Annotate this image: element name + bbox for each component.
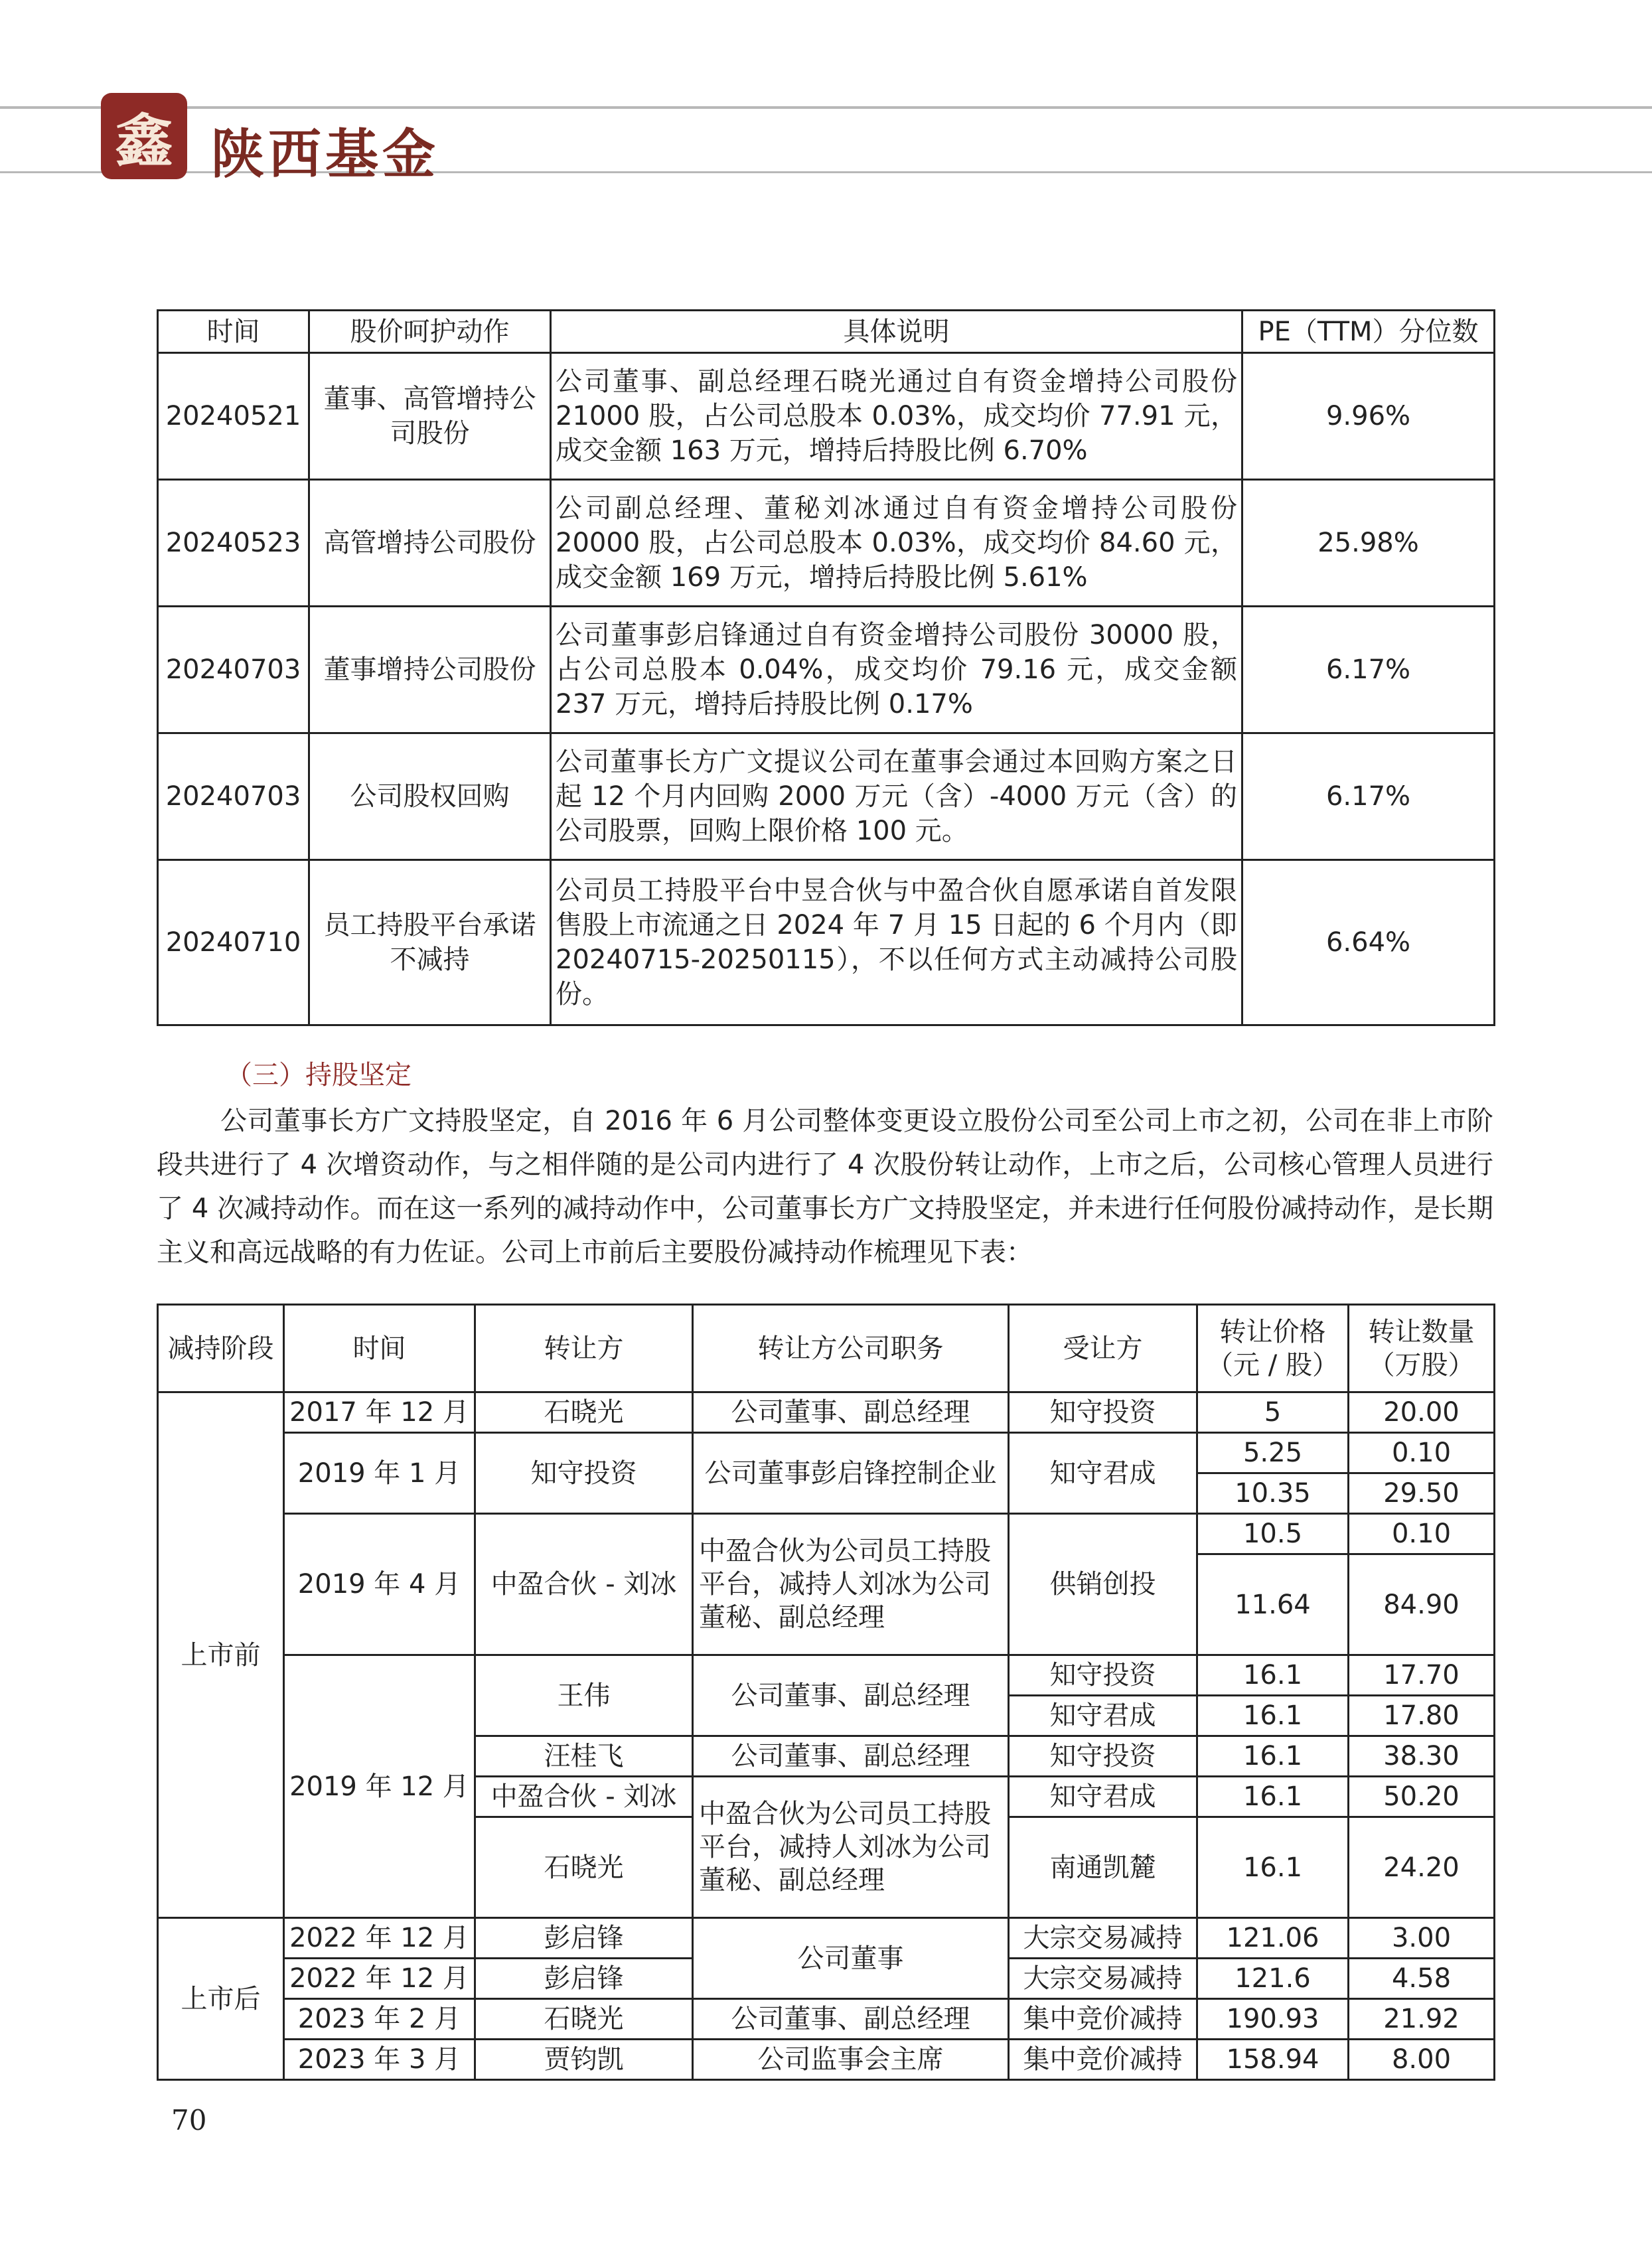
cell-transferor: 知守投资 bbox=[475, 1433, 693, 1514]
col-header: 转让方 bbox=[475, 1305, 693, 1392]
cell-role: 中盈合伙为公司员工持股平台，减持人刘冰为公司董秘、副总经理 bbox=[693, 1514, 1009, 1655]
cell-transferee: 知守君成 bbox=[1009, 1696, 1197, 1736]
cell-action: 公司股权回购 bbox=[309, 733, 551, 860]
cell-transferor: 石晓光 bbox=[475, 1392, 693, 1433]
cell-quantity: 17.70 bbox=[1349, 1655, 1495, 1696]
cell-transferor: 贾钧凯 bbox=[475, 2040, 693, 2080]
table-row bbox=[158, 1392, 1495, 1433]
col-header: 时间 bbox=[284, 1305, 475, 1392]
cell-transferee: 供销创投 bbox=[1009, 1514, 1197, 1655]
cell-role: 公司董事、副总经理 bbox=[693, 1655, 1009, 1736]
cell-transferor: 中盈合伙 - 刘冰 bbox=[475, 1514, 693, 1655]
table-row bbox=[158, 860, 1495, 1025]
cell-transferor: 中盈合伙 - 刘冰 bbox=[475, 1777, 693, 1817]
cell-transferee: 知守投资 bbox=[1009, 1736, 1197, 1777]
cell-transferee: 集中竞价减持 bbox=[1009, 1999, 1197, 2040]
cell-role: 公司董事彭启锋控制企业 bbox=[693, 1433, 1009, 1514]
cell-transferee: 大宗交易减持 bbox=[1009, 1918, 1197, 1959]
cell-transferor: 王伟 bbox=[475, 1655, 693, 1736]
cell-price: 5.25 bbox=[1197, 1433, 1349, 1473]
cell-detail: 公司董事彭启锋通过自有资金增持公司股份 30000 股，占公司总股本 0.04%，成交均价 79.16 元，成交金额 237 万元，增持后持股比例 0.17% bbox=[551, 607, 1242, 733]
cell-pe: 25.98% bbox=[1242, 480, 1495, 607]
cell-price: 5 bbox=[1197, 1392, 1349, 1433]
cell-role: 公司监事会主席 bbox=[693, 2040, 1009, 2080]
cell-transferee: 知守投资 bbox=[1009, 1655, 1197, 1696]
col-header: 股价呵护动作 bbox=[309, 311, 551, 353]
cell-time: 2023 年 3 月 bbox=[284, 2040, 475, 2080]
cell-date: 20240703 bbox=[158, 607, 309, 733]
stage-cell: 上市后 bbox=[158, 1918, 284, 2080]
cell-time: 2017 年 12 月 bbox=[284, 1392, 475, 1433]
cell-date: 20240703 bbox=[158, 733, 309, 860]
cell-transferee: 大宗交易减持 bbox=[1009, 1959, 1197, 1999]
section-heading: （三）持股坚定 bbox=[226, 1060, 412, 1090]
cell-quantity: 20.00 bbox=[1349, 1392, 1495, 1433]
page-number: 70 bbox=[171, 2104, 207, 2136]
header-rule-top bbox=[0, 106, 1652, 109]
cell-quantity: 17.80 bbox=[1349, 1696, 1495, 1736]
table-row bbox=[158, 607, 1495, 733]
col-header: 时间 bbox=[158, 311, 309, 353]
cell-quantity: 29.50 bbox=[1349, 1473, 1495, 1514]
cell-time: 2022 年 12 月 bbox=[284, 1959, 475, 1999]
table-row bbox=[158, 1655, 1495, 1696]
cell-pe: 6.17% bbox=[1242, 733, 1495, 860]
cell-time: 2022 年 12 月 bbox=[284, 1918, 475, 1959]
cell-quantity: 84.90 bbox=[1349, 1554, 1495, 1655]
cell-date: 20240710 bbox=[158, 860, 309, 1025]
cell-quantity: 0.10 bbox=[1349, 1433, 1495, 1473]
cell-time: 2019 年 4 月 bbox=[284, 1514, 475, 1655]
cell-quantity: 4.58 bbox=[1349, 1959, 1495, 1999]
cell-quantity: 24.20 bbox=[1349, 1817, 1495, 1918]
cell-pe: 6.17% bbox=[1242, 607, 1495, 733]
col-header: 转让数量（万股） bbox=[1349, 1305, 1495, 1392]
cell-price: 16.1 bbox=[1197, 1696, 1349, 1736]
cell-detail: 公司董事、副总经理石晓光通过自有资金增持公司股份 21000 股，占公司总股本 0.03%，成交均价 77.91 元，成交金额 163 万元，增持后持股比例 6.70% bbox=[551, 353, 1242, 480]
table-header-row bbox=[158, 311, 1495, 353]
cell-action: 董事增持公司股份 bbox=[309, 607, 551, 733]
cell-price: 16.1 bbox=[1197, 1736, 1349, 1777]
cell-price: 10.35 bbox=[1197, 1473, 1349, 1514]
col-header: 转让方公司职务 bbox=[693, 1305, 1009, 1392]
cell-quantity: 38.30 bbox=[1349, 1736, 1495, 1777]
table-header-row bbox=[158, 1305, 1495, 1392]
cell-transferor: 石晓光 bbox=[475, 1999, 693, 2040]
cell-transferee: 知守君成 bbox=[1009, 1433, 1197, 1514]
col-header: 具体说明 bbox=[551, 311, 1242, 353]
cell-price: 10.5 bbox=[1197, 1514, 1349, 1554]
cell-date: 20240523 bbox=[158, 480, 309, 607]
cell-pe: 9.96% bbox=[1242, 353, 1495, 480]
table-row bbox=[158, 1999, 1495, 2040]
col-header: 减持阶段 bbox=[158, 1305, 284, 1392]
table-row bbox=[158, 1514, 1495, 1554]
cell-transferee: 知守君成 bbox=[1009, 1777, 1197, 1817]
col-header: PE（TTM）分位数 bbox=[1242, 311, 1495, 353]
cell-action: 高管增持公司股份 bbox=[309, 480, 551, 607]
cell-transferee: 知守投资 bbox=[1009, 1392, 1197, 1433]
brand-title: 陕西基金 bbox=[211, 123, 439, 185]
cell-transferor: 彭启锋 bbox=[475, 1918, 693, 1959]
cell-price: 11.64 bbox=[1197, 1554, 1349, 1655]
cell-transferor: 石晓光 bbox=[475, 1817, 693, 1918]
table-row bbox=[158, 1433, 1495, 1473]
cell-role: 公司董事 bbox=[693, 1918, 1009, 1999]
cell-role: 公司董事、副总经理 bbox=[693, 1392, 1009, 1433]
cell-quantity: 3.00 bbox=[1349, 1918, 1495, 1959]
cell-quantity: 0.10 bbox=[1349, 1514, 1495, 1554]
cell-quantity: 8.00 bbox=[1349, 2040, 1495, 2080]
table-row bbox=[158, 1918, 1495, 1959]
cell-detail: 公司董事长方广文提议公司在董事会通过本回购方案之日起 12 个月内回购 2000 万元（含）-4000 万元（含）的公司股票，回购上限价格 100 元。 bbox=[551, 733, 1242, 860]
cell-price: 190.93 bbox=[1197, 1999, 1349, 2040]
cell-role: 公司董事、副总经理 bbox=[693, 1999, 1009, 2040]
cell-price: 16.1 bbox=[1197, 1777, 1349, 1817]
brand-logo-icon bbox=[101, 93, 187, 179]
table-row bbox=[158, 733, 1495, 860]
cell-price: 16.1 bbox=[1197, 1655, 1349, 1696]
cell-pe: 6.64% bbox=[1242, 860, 1495, 1025]
cell-detail: 公司员工持股平台中昱合伙与中盈合伙自愿承诺自首发限售股上市流通之日 2024 年 7 月 15 日起的 6 个月内（即 20240715-20250115），不以任何方式主动减持公司股份。 bbox=[551, 860, 1242, 1025]
cell-price: 158.94 bbox=[1197, 2040, 1349, 2080]
cell-transferee: 南通凯麓 bbox=[1009, 1817, 1197, 1918]
stock-support-table bbox=[157, 309, 1495, 1026]
cell-transferee: 集中竞价减持 bbox=[1009, 2040, 1197, 2080]
cell-quantity: 21.92 bbox=[1349, 1999, 1495, 2040]
cell-date: 20240521 bbox=[158, 353, 309, 480]
cell-role: 公司董事、副总经理 bbox=[693, 1736, 1009, 1777]
cell-quantity: 50.20 bbox=[1349, 1777, 1495, 1817]
cell-action: 员工持股平台承诺不减持 bbox=[309, 860, 551, 1025]
col-header: 受让方 bbox=[1009, 1305, 1197, 1392]
cell-price: 121.6 bbox=[1197, 1959, 1349, 1999]
cell-role: 中盈合伙为公司员工持股平台，减持人刘冰为公司董秘、副总经理 bbox=[693, 1777, 1009, 1918]
cell-transferor: 汪桂飞 bbox=[475, 1736, 693, 1777]
cell-time: 2019 年 12 月 bbox=[284, 1655, 475, 1918]
cell-time: 2019 年 1 月 bbox=[284, 1433, 475, 1514]
cell-transferor: 彭启锋 bbox=[475, 1959, 693, 1999]
stage-cell: 上市前 bbox=[158, 1392, 284, 1918]
cell-price: 121.06 bbox=[1197, 1918, 1349, 1959]
body-paragraph: 公司董事长方广文持股坚定，自 2016 年 6 月公司整体变更设立股份公司至公司上市之初，公司在非上市阶段共进行了 4 次增资动作，与之相伴随的是公司内进行了 4 次股份转让动作，上市之后，公司核心管理人员进行了 4 次减持动作。而在这一系列的减持动作中，公司董事长方广文持股坚定，并未进行任何股份减持动作，是长期主义和高远战略的有力佐证。公司上市前后主要股份减持动作梳理见下表： bbox=[157, 1106, 1493, 1268]
cell-detail: 公司副总经理、董秘刘冰通过自有资金增持公司股份 20000 股，占公司总股本 0.03%，成交均价 84.60 元，成交金额 169 万元，增持后持股比例 5.61% bbox=[551, 480, 1242, 607]
table-row bbox=[158, 353, 1495, 480]
cell-time: 2023 年 2 月 bbox=[284, 1999, 475, 2040]
col-header: 转让价格（元 / 股） bbox=[1197, 1305, 1349, 1392]
table-row bbox=[158, 480, 1495, 607]
cell-action: 董事、高管增持公司股份 bbox=[309, 353, 551, 480]
table-row bbox=[158, 2040, 1495, 2080]
cell-price: 16.1 bbox=[1197, 1817, 1349, 1918]
share-reduction-table bbox=[157, 1304, 1495, 2081]
logo-glyph: 鑫 bbox=[115, 108, 173, 175]
